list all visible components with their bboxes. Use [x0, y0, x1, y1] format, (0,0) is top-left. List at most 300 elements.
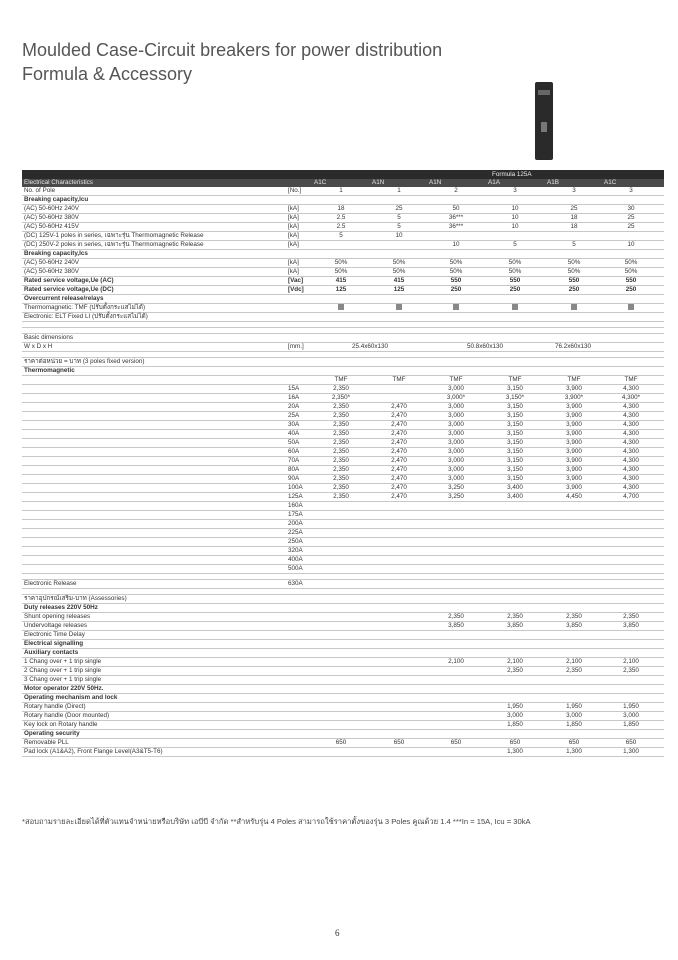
row-label: (AC) 50-60Hz 240V: [24, 259, 79, 266]
table-row: [22, 493, 664, 502]
table-cell: 550: [568, 277, 580, 284]
table-cell: 4,300: [623, 448, 639, 455]
table-cell: 2,350: [566, 667, 582, 674]
table-cell: 3,900: [566, 403, 582, 410]
table-row: [22, 565, 664, 574]
model-header: A1B: [547, 179, 559, 186]
table-cell: 2: [454, 187, 458, 194]
row-label: Key lock on Rotary handle: [24, 721, 98, 728]
table-cell: 25: [395, 205, 403, 212]
table-cell: 250: [509, 286, 521, 293]
group-title: Formula 125A: [492, 171, 532, 178]
table-row: [22, 511, 664, 520]
table-row: [22, 649, 664, 658]
table-cell: 3,150: [507, 403, 523, 410]
table-cell: 3,000: [448, 430, 464, 437]
table-cell: 2,350: [333, 484, 349, 491]
table-cell: 1,950: [566, 703, 582, 710]
table-cell: 50%: [334, 259, 348, 266]
table-cell: 4,300: [623, 466, 639, 473]
row-label: Basic dimensions: [24, 334, 73, 341]
table-cell: 1,850: [566, 721, 582, 728]
table-row: [22, 622, 664, 631]
page-number: 6: [335, 928, 340, 938]
table-cell: 2,100: [566, 658, 582, 665]
row-unit: 400A: [288, 556, 303, 563]
table-cell: 36***: [448, 214, 464, 221]
table-row: [22, 640, 664, 649]
table-row: [22, 484, 664, 493]
table-cell: 50%: [508, 268, 522, 275]
table-cell: 2,350: [448, 613, 464, 620]
table-row: [22, 394, 664, 403]
table-cell: 2,470: [391, 403, 407, 410]
row-unit: [Vac]: [288, 277, 304, 284]
table-row: [22, 259, 664, 268]
table-row: [22, 676, 664, 685]
table-cell: TMF: [508, 376, 522, 383]
table-row: [22, 466, 664, 475]
table-cell: 3,150: [507, 412, 523, 419]
table-cell: 3,000: [448, 475, 464, 482]
table-row: [22, 334, 664, 343]
table-cell: 2,470: [391, 439, 407, 446]
table-cell: 3,850: [566, 622, 582, 629]
table-cell: 1: [339, 187, 343, 194]
table-cell: 650: [568, 739, 580, 746]
table-cell: 3,150: [507, 421, 523, 428]
table-cell: 50%: [392, 268, 406, 275]
table-row: [22, 502, 664, 511]
table-cell: 2,470: [391, 466, 407, 473]
table-row: [22, 739, 664, 748]
table-cell: 3,150: [507, 430, 523, 437]
table-cell: 650: [450, 739, 462, 746]
dimension-value: 50.8x60x130: [466, 343, 504, 350]
table-cell: 50%: [334, 268, 348, 275]
table-cell: 650: [393, 739, 405, 746]
row-label: Undervoltage releases: [24, 622, 88, 629]
row-label: Electronic: ELT Fixed LI (ปรับตั้งกระแสไม่ได้): [24, 313, 148, 320]
row-unit: 30A: [288, 421, 300, 428]
table-cell: 5: [397, 214, 401, 221]
table-row: [22, 430, 664, 439]
row-unit: 16A: [288, 394, 300, 401]
table-cell: 10: [511, 223, 519, 230]
table-cell: 2,350: [507, 613, 523, 620]
row-unit: 250A: [288, 538, 303, 545]
table-cell: 4,300: [623, 457, 639, 464]
row-label: Rotary handle (Direct): [24, 703, 86, 710]
table-cell: 1,850: [507, 721, 523, 728]
table-cell: 5: [572, 241, 576, 248]
table-cell: 10: [511, 205, 519, 212]
table-cell: 50%: [624, 259, 638, 266]
table-cell: 2,470: [391, 457, 407, 464]
table-cell: 3,150: [507, 466, 523, 473]
table-cell: 2,470: [391, 493, 407, 500]
table-cell: 3,400: [507, 493, 523, 500]
table-cell: TMF: [334, 376, 348, 383]
table-cell: 4,300: [623, 430, 639, 437]
table-cell: 4,300: [623, 439, 639, 446]
row-unit: 25A: [288, 412, 300, 419]
table-row: [22, 232, 664, 241]
table-cell: 2,100: [507, 658, 523, 665]
table-cell: 3,000: [448, 448, 464, 455]
table-cell: 3,150*: [505, 394, 525, 401]
available-mark-icon: [314, 304, 368, 312]
table-row: [22, 343, 664, 352]
table-cell: 3,150: [507, 385, 523, 392]
dimension-value: 76.2x60x130: [554, 343, 592, 350]
available-mark-icon: [429, 304, 483, 312]
model-header: A1N: [429, 179, 442, 186]
table-cell: TMF: [392, 376, 406, 383]
row-label: (AC) 50-60Hz 240V: [24, 205, 79, 212]
dimension-value: 25.4x60x130: [351, 343, 389, 350]
row-unit: 160A: [288, 502, 303, 509]
row-label: (AC) 50-60Hz 380V: [24, 214, 79, 221]
row-unit: [mm.]: [288, 343, 304, 350]
row-unit: 320A: [288, 547, 303, 554]
table-row: [22, 520, 664, 529]
table-cell: 50%: [567, 268, 581, 275]
row-label: Rated service voltage,Ue (DC): [24, 286, 114, 293]
row-label: W x D x H: [24, 343, 53, 350]
table-row: [22, 205, 664, 214]
table-cell: 650: [625, 739, 637, 746]
row-label: Electronic Release: [24, 580, 77, 587]
table-cell: 3,000: [448, 421, 464, 428]
table-cell: 650: [335, 739, 347, 746]
model-header: A1C: [314, 179, 327, 186]
table-cell: 125: [393, 286, 405, 293]
table-cell: 2,350: [333, 448, 349, 455]
table-cell: 3,000*: [446, 394, 466, 401]
row-label: Breaking capacity,Ics: [24, 250, 88, 257]
table-cell: TMF: [567, 376, 581, 383]
table-row: [22, 685, 664, 694]
row-unit: 15A: [288, 385, 300, 392]
table-row: [22, 223, 664, 232]
row-label: Rated service voltage,Ue (AC): [24, 277, 114, 284]
table-cell: 3,900: [566, 412, 582, 419]
row-unit: 125A: [288, 493, 303, 500]
row-label: Shunt opening releases: [24, 613, 91, 620]
table-cell: 2,350: [333, 475, 349, 482]
table-cell: 550: [625, 277, 637, 284]
table-cell: 3,900: [566, 466, 582, 473]
table-cell: 2,350: [333, 421, 349, 428]
table-cell: 10: [452, 241, 460, 248]
row-label: Motor operator 220V 50Hz.: [24, 685, 104, 692]
row-unit: 80A: [288, 466, 300, 473]
table-cell: 5: [397, 223, 401, 230]
table-cell: 550: [509, 277, 521, 284]
table-row: [22, 580, 664, 589]
row-label: 2 Chang over + 1 trip single: [24, 667, 102, 674]
table-cell: 3,850: [448, 622, 464, 629]
table-header-row: [22, 179, 664, 187]
table-row: [22, 712, 664, 721]
table-cell: 2,350: [333, 493, 349, 500]
row-label: 1 Chang over + 1 trip single: [24, 658, 102, 665]
available-mark-icon: [488, 304, 542, 312]
table-cell: 2,470: [391, 421, 407, 428]
table-cell: 3,900: [566, 457, 582, 464]
table-cell: 4,450: [566, 493, 582, 500]
row-label: (AC) 50-60Hz 380V: [24, 268, 79, 275]
table-cell: 2,470: [391, 484, 407, 491]
table-row: [22, 304, 664, 313]
table-cell: 1,950: [623, 703, 639, 710]
table-row: [22, 604, 664, 613]
table-row: [22, 748, 664, 757]
table-cell: 3,150: [507, 439, 523, 446]
model-header: A1A: [488, 179, 500, 186]
table-cell: 4,300: [623, 385, 639, 392]
table-row: [22, 457, 664, 466]
table-row: [22, 250, 664, 259]
table-cell: 50%: [567, 259, 581, 266]
row-unit: 500A: [288, 565, 303, 572]
table-row: [22, 241, 664, 250]
table-cell: 1: [397, 187, 401, 194]
table-cell: 3: [572, 187, 576, 194]
table-cell: 2,470: [391, 412, 407, 419]
table-row: [22, 721, 664, 730]
row-label: Duty releases 220V 50Hz: [24, 604, 98, 611]
table-row: [22, 703, 664, 712]
row-label: No. of Pole: [24, 187, 56, 194]
table-row: [22, 421, 664, 430]
model-header: A1N: [372, 179, 385, 186]
row-unit: 175A: [288, 511, 303, 518]
table-cell: 4,300: [623, 421, 639, 428]
table-cell: 3,900: [566, 448, 582, 455]
table-cell: 3,150: [507, 475, 523, 482]
table-cell: 5: [339, 232, 343, 239]
table-cell: 3,000: [448, 457, 464, 464]
table-row: [22, 196, 664, 205]
table-cell: 4,300*: [621, 394, 641, 401]
row-unit: 90A: [288, 475, 300, 482]
table-cell: 3: [513, 187, 517, 194]
row-unit: [kA]: [288, 268, 299, 275]
table-cell: 2,470: [391, 430, 407, 437]
row-unit: 200A: [288, 520, 303, 527]
table-cell: 10: [395, 232, 403, 239]
table-row: [22, 295, 664, 304]
table-cell: 3,900*: [564, 394, 584, 401]
table-row: [22, 403, 664, 412]
table-cell: 2,350: [333, 430, 349, 437]
table-cell: 4,300: [623, 403, 639, 410]
table-cell: 650: [509, 739, 521, 746]
table-cell: 2,100: [448, 658, 464, 665]
table-cell: 2,350: [333, 439, 349, 446]
table-cell: 25: [627, 214, 635, 221]
table-cell: 3,000: [448, 466, 464, 473]
row-unit: 50A: [288, 439, 300, 446]
table-cell: 250: [625, 286, 637, 293]
row-label: Overcurrent release/relays: [24, 295, 104, 302]
table-cell: 50%: [392, 259, 406, 266]
table-cell: 3,250: [448, 493, 464, 500]
table-cell: 3,900: [566, 439, 582, 446]
table-cell: 2,470: [391, 448, 407, 455]
row-label: ราคาต่อหน่วย = บาท (3 poles fixed version): [24, 358, 145, 365]
table-cell: 3: [629, 187, 633, 194]
table-cell: 1,950: [507, 703, 523, 710]
table-cell: 3,850: [507, 622, 523, 629]
table-cell: 50%: [508, 259, 522, 266]
table-cell: 3,000: [566, 712, 582, 719]
table-cell: 2,350*: [331, 394, 351, 401]
breaker-label-plate: [538, 90, 550, 95]
row-label: Removable PLL: [24, 739, 69, 746]
table-row: [22, 547, 664, 556]
table-cell: 10: [511, 214, 519, 221]
table-cell: 4,300: [623, 412, 639, 419]
table-cell: 3,900: [566, 385, 582, 392]
row-unit: 40A: [288, 430, 300, 437]
table-row: [22, 448, 664, 457]
table-cell: 250: [450, 286, 462, 293]
row-label: ราคาอุปกรณ์เสริม-บาท (Assessories): [24, 595, 127, 602]
row-label: Operating security: [24, 730, 80, 737]
table-cell: 3,900: [566, 475, 582, 482]
table-row: [22, 439, 664, 448]
row-label: Thermomagnetic: TMF (ปรับตั้งกระแสไม่ได้): [24, 304, 146, 311]
row-label: (AC) 50-60Hz 415V: [24, 223, 79, 230]
row-unit: [Vdc]: [288, 286, 304, 293]
footnote: *สอบถามรายละเอียดได้ที่ตัวแทนจำหน่ายหรือบริษัท เอบีบี จำกัด **สำหรับรุ่น 4 Poles สามารถใช้ราคาตั้งของรุ่น 3 Poles คูณด้วย 1.4 ***In = 15A, Icu = 30kA: [22, 817, 531, 826]
table-row: [22, 268, 664, 277]
row-unit: [kA]: [288, 205, 299, 212]
available-mark-icon: [547, 304, 601, 312]
table-cell: 50%: [449, 259, 463, 266]
breaker-toggle: [541, 122, 547, 132]
row-unit: [kA]: [288, 241, 299, 248]
table-row: [22, 313, 664, 322]
table-cell: 3,150: [507, 448, 523, 455]
table-cell: 18: [570, 223, 578, 230]
table-row: [22, 385, 664, 394]
table-cell: 2,350: [623, 613, 639, 620]
table-row: [22, 277, 664, 286]
table-row: [22, 529, 664, 538]
table-cell: 2,350: [333, 385, 349, 392]
table-row: [22, 214, 664, 223]
table-cell: 250: [568, 286, 580, 293]
table-cell: 2,350: [623, 667, 639, 674]
row-label: Rotary handle (Door mounted): [24, 712, 110, 719]
table-row: [22, 595, 664, 604]
row-unit: [kA]: [288, 259, 299, 266]
table-row: [22, 730, 664, 739]
row-label: Auxiliary contacts: [24, 649, 79, 656]
spec-table: [22, 170, 664, 757]
table-cell: 10: [627, 241, 635, 248]
table-group-header: [22, 170, 664, 179]
table-cell: 3,900: [566, 430, 582, 437]
title-line-1: Moulded Case-Circuit breakers for power distribution: [22, 40, 443, 60]
table-row: [22, 412, 664, 421]
row-label: Electronic Time Delay: [24, 631, 85, 638]
table-row: [22, 376, 664, 385]
row-label: Thermomagnetic: [24, 367, 75, 374]
row-unit: 60A: [288, 448, 300, 455]
table-cell: 3,250: [448, 484, 464, 491]
table-cell: 550: [450, 277, 462, 284]
row-unit: 225A: [288, 529, 303, 536]
table-cell: 1,300: [507, 748, 523, 755]
model-header: A1C: [604, 179, 617, 186]
table-cell: 18: [570, 214, 578, 221]
table-cell: 3,000: [507, 712, 523, 719]
table-cell: 3,000: [623, 712, 639, 719]
table-row: [22, 358, 664, 367]
row-label: Breaking capacity,Icu: [24, 196, 89, 203]
table-cell: 2,350: [333, 403, 349, 410]
table-cell: TMF: [624, 376, 638, 383]
table-cell: 2,350: [333, 412, 349, 419]
table-cell: 2.5: [336, 223, 346, 230]
table-cell: 1,300: [566, 748, 582, 755]
page-title: [22, 38, 442, 86]
table-row: [22, 631, 664, 640]
table-cell: 3,900: [566, 421, 582, 428]
table-row: [22, 475, 664, 484]
table-cell: 25: [570, 205, 578, 212]
table-row: [22, 556, 664, 565]
table-cell: 2,470: [391, 475, 407, 482]
row-unit: [No.]: [288, 187, 302, 194]
table-cell: 415: [335, 277, 347, 284]
table-cell: 3,150: [507, 457, 523, 464]
row-unit: 630A: [288, 580, 303, 587]
available-mark-icon: [604, 304, 658, 312]
table-cell: 2,100: [623, 658, 639, 665]
header-label: Electrical Characteristics: [24, 179, 93, 186]
table-cell: 50%: [449, 268, 463, 275]
table-cell: 36***: [448, 223, 464, 230]
table-body: [22, 187, 664, 757]
table-cell: 2.5: [336, 214, 346, 221]
row-unit: 70A: [288, 457, 300, 464]
table-row: [22, 613, 664, 622]
table-row: [22, 667, 664, 676]
table-cell: 2,350: [507, 667, 523, 674]
available-mark-icon: [372, 304, 426, 312]
table-cell: 2,350: [333, 466, 349, 473]
table-row: [22, 187, 664, 196]
row-unit: 100A: [288, 484, 303, 491]
table-cell: 4,300: [623, 484, 639, 491]
table-cell: 2,350: [566, 613, 582, 620]
table-cell: 125: [335, 286, 347, 293]
breaker-product-image: [535, 82, 553, 160]
table-row: [22, 694, 664, 703]
row-unit: [kA]: [288, 232, 299, 239]
table-cell: 18: [337, 205, 345, 212]
table-cell: 1,300: [623, 748, 639, 755]
table-cell: 3,400: [507, 484, 523, 491]
row-unit: 20A: [288, 403, 300, 410]
row-label: (DC) 250V-2 poles in series, เฉพาะรุ่น Thermomagnetic Release: [24, 241, 204, 248]
